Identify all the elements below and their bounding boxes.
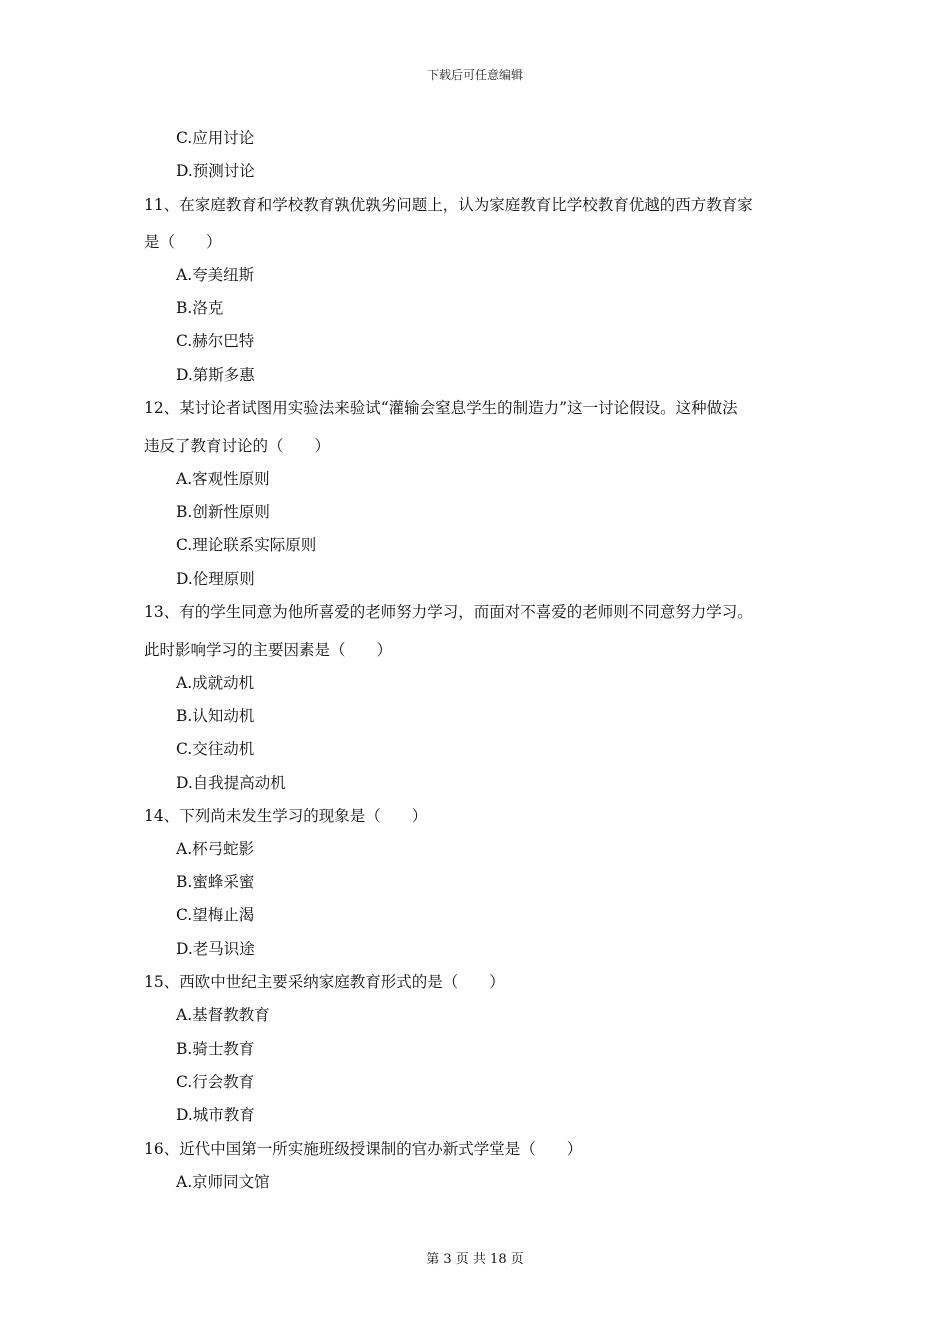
question-text: 13、有的学生同意为他所喜爱的老师努力学习，而面对不喜爱的老师则不同意努力学习。 bbox=[144, 603, 753, 621]
option-text: A.成就动机 bbox=[176, 674, 255, 692]
option-text: B.认知动机 bbox=[176, 707, 255, 725]
option-text: D.第斯多惠 bbox=[176, 366, 255, 384]
option-text: D.老马识途 bbox=[176, 940, 255, 958]
question-text: 12、某讨论者试图用实验法来验试“灌输会窒息学生的制造力”这一讨论假设。这种做法 bbox=[144, 399, 738, 417]
option-text: D.城市教育 bbox=[176, 1106, 255, 1124]
question-text: 14、下列尚未发生学习的现象是（ ） bbox=[144, 807, 428, 825]
question-text: 15、西欧中世纪主要采纳家庭教育形式的是（ ） bbox=[144, 973, 505, 991]
question-text: 16、近代中国第一所实施班级授课制的官办新式学堂是（ ） bbox=[144, 1140, 583, 1158]
option-text: A.杯弓蛇影 bbox=[176, 840, 255, 858]
option-text: C.赫尔巴特 bbox=[176, 332, 255, 350]
option-text: C.望梅止渴 bbox=[176, 906, 255, 924]
option-text: B.洛克 bbox=[176, 299, 224, 317]
option-text: C.应用讨论 bbox=[176, 129, 255, 147]
option-text: D.伦理原则 bbox=[176, 570, 255, 588]
option-text: B.蜜蜂采蜜 bbox=[176, 873, 255, 891]
option-text: A.夸美纽斯 bbox=[176, 266, 255, 284]
option-text: A.客观性原则 bbox=[176, 470, 270, 488]
option-text: C.行会教育 bbox=[176, 1073, 255, 1091]
option-text: C.交往动机 bbox=[176, 740, 255, 758]
question-text-continued: 违反了教育讨论的（ ） bbox=[144, 437, 331, 455]
option-text: A.京师同文馆 bbox=[176, 1173, 270, 1191]
question-text-continued: 是（ ） bbox=[144, 233, 222, 251]
option-text: B.创新性原则 bbox=[176, 503, 270, 521]
option-text: B.骑士教育 bbox=[176, 1040, 255, 1058]
page-header: 下载后可任意编辑 bbox=[426, 68, 523, 82]
option-text: C.理论联系实际原则 bbox=[176, 536, 317, 554]
question-text: 11、在家庭教育和学校教育孰优孰劣问题上，认为家庭教育比学校教育优越的西方教育家 bbox=[144, 196, 753, 214]
question-text-continued: 此时影响学习的主要因素是（ ） bbox=[144, 641, 393, 659]
page-footer: 第 3 页 共 18 页 bbox=[426, 1252, 524, 1267]
option-text: D.预测讨论 bbox=[176, 162, 255, 180]
option-text: D.自我提高动机 bbox=[176, 774, 286, 792]
option-text: A.基督教教育 bbox=[176, 1006, 270, 1024]
